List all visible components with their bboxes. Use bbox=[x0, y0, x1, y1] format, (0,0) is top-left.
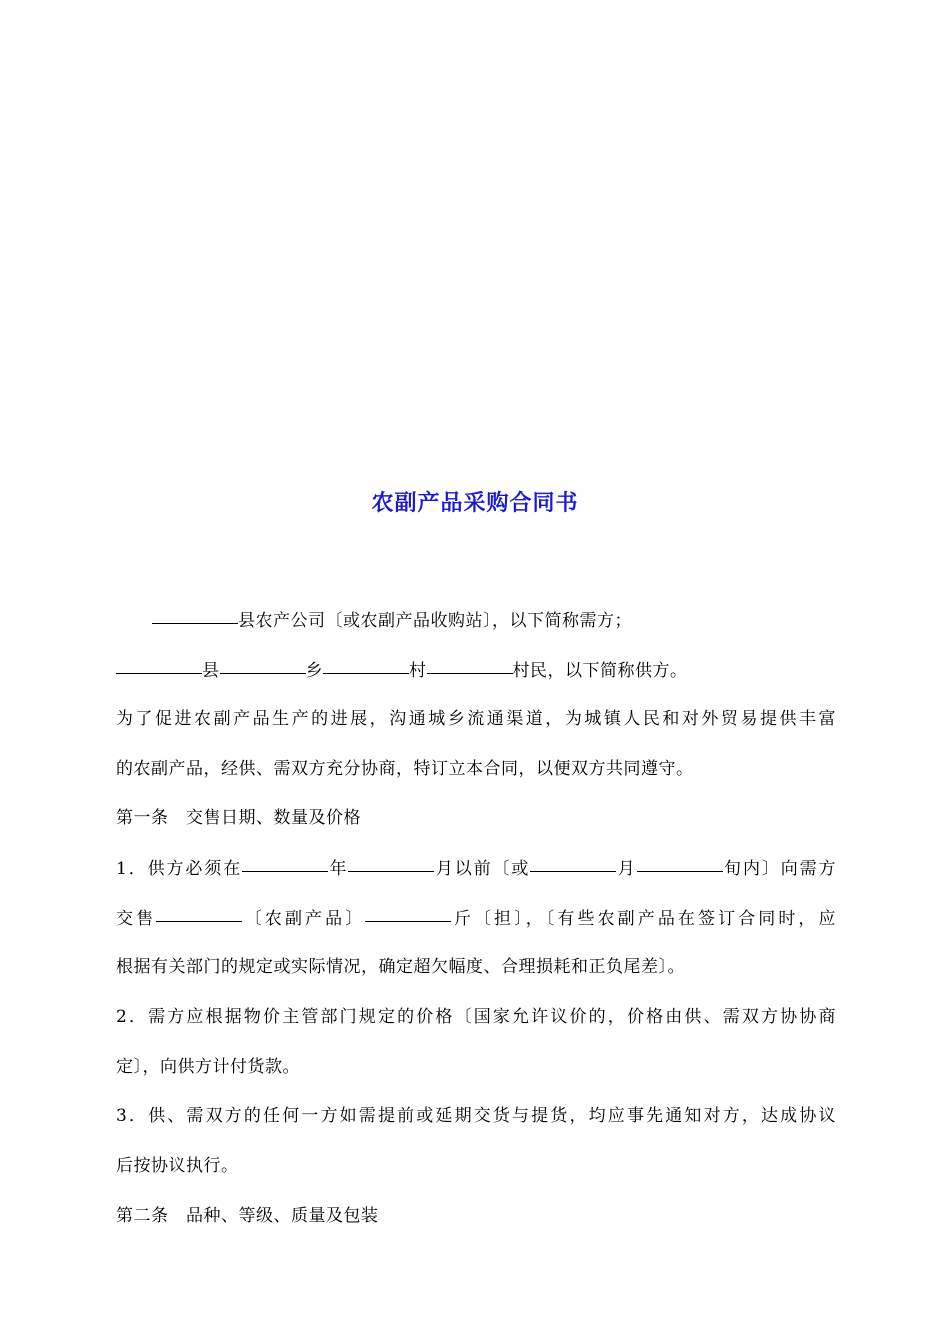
item1-text-f: 交售 bbox=[116, 909, 157, 929]
blank-field[interactable] bbox=[637, 853, 723, 872]
blank-field[interactable] bbox=[116, 655, 202, 674]
item1-text-e: 旬内〕向需方 bbox=[722, 859, 837, 879]
article1-item3-line-2: 后按协议执行。 bbox=[116, 1156, 239, 1176]
article1-item1-line-3: 根据有关部门的规定或实际情况，确定超欠幅度、合理损耗和正负尾差〕。 bbox=[116, 957, 685, 977]
blank-field[interactable] bbox=[530, 853, 616, 872]
item1-text-b: 年 bbox=[328, 859, 349, 879]
party-supply-text: 村民，以下简称供方。 bbox=[512, 661, 688, 681]
blank-field[interactable] bbox=[156, 903, 242, 922]
article1-item1-line-2 bbox=[116, 905, 836, 932]
item1-text-g: 〔农副产品〕 bbox=[242, 909, 366, 929]
preamble-line-2: 的农副产品，经供、需双方充分协商，特订立本合同，以便双方共同遵守。 bbox=[116, 759, 694, 779]
item1-text-d: 月 bbox=[616, 859, 637, 879]
article1-item3-line-1: 3．供、需双方的任何一方如需提前或延期交货与提货，均应事先通知对方，达成协议 bbox=[116, 1106, 836, 1126]
village-label: 村 bbox=[409, 661, 427, 681]
blank-field[interactable] bbox=[152, 605, 238, 624]
item1-text-h: 斤〔担〕，〔有些农副产品在签订合同时，应 bbox=[451, 909, 837, 929]
blank-field[interactable] bbox=[323, 655, 409, 674]
blank-field[interactable] bbox=[348, 853, 434, 872]
blank-field[interactable] bbox=[242, 853, 328, 872]
party-need-line bbox=[152, 607, 836, 634]
article1-item2-line-2: 定〕，向供方计付货款。 bbox=[116, 1057, 300, 1077]
document-title: 农副产品采购合同书 bbox=[371, 491, 579, 516]
article2-heading: 第二条 品种、等级、质量及包装 bbox=[116, 1206, 379, 1226]
township-label: 乡 bbox=[305, 661, 323, 681]
item1-text-a: 1．供方必须在 bbox=[116, 859, 243, 879]
party-supply-line bbox=[116, 657, 836, 684]
article1-item1-line-1 bbox=[116, 855, 836, 882]
blank-field[interactable] bbox=[365, 903, 451, 922]
item1-text-c: 月以前〔或 bbox=[434, 859, 531, 879]
article1-item2-line-1: 2．需方应根据物价主管部门规定的价格〔国家允许议价的，价格由供、需双方协协商 bbox=[116, 1007, 836, 1027]
preamble-line-1: 为了促进农副产品生产的进展，沟通城乡流通渠道，为城镇人民和对外贸易提供丰富 bbox=[116, 709, 836, 729]
article1-heading: 第一条 交售日期、数量及价格 bbox=[116, 808, 361, 828]
party-need-text: 县农产公司〔或农副产品收购站〕，以下简称需方； bbox=[238, 611, 632, 631]
county-label: 县 bbox=[202, 661, 220, 681]
blank-field[interactable] bbox=[427, 655, 513, 674]
blank-field[interactable] bbox=[220, 655, 306, 674]
